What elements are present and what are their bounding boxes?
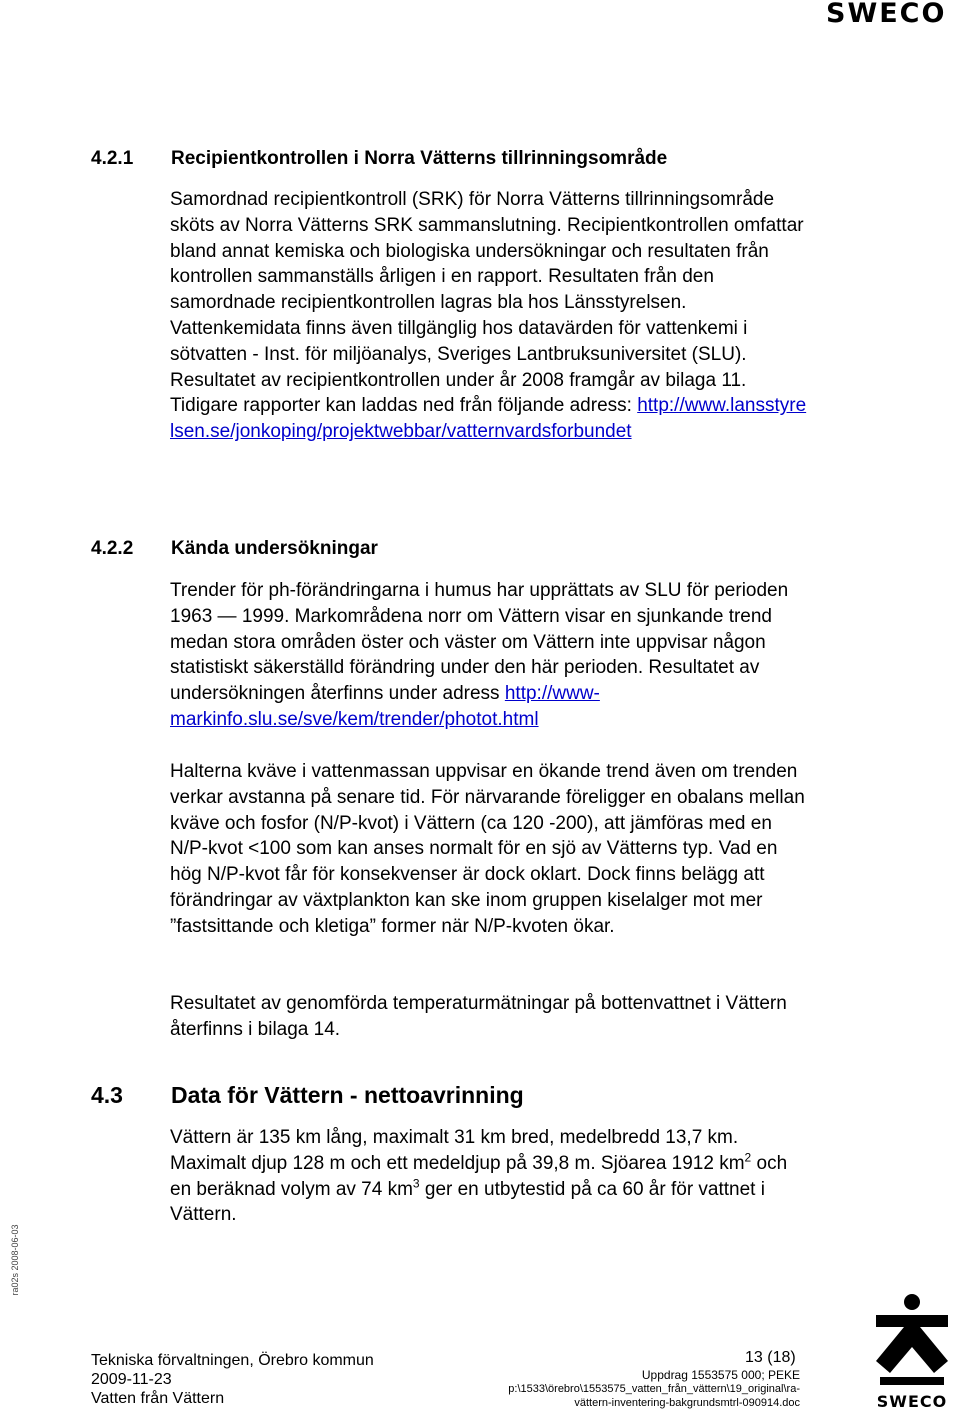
paragraph-text: Samordnad recipientkontroll (SRK) för Norra Vätterns tillrinningsområde sköts av Norra Vätterns SRK sammanslutning. Recipientkontrollen omfattar bland annat kemiska och biologiska undersökningar och resultaten från kontrollen sammanställs årligen i en rapport. Resultaten från den samordnade recipientkontrollen lagras bla hos Länsstyrelsen. Vattenkemidata finns även tillgänglig hos datavärden för vattenkemi i sötvatten - Inst. för miljöanalys, Sveriges Lantbruksuniversitet (SLU). Resultatet av recipientkontrollen under år 2008 framgår av bilaga 11. Tidigare rapporter kan laddas ned från följande adress: bbox=[170, 189, 804, 417]
section-number: 4.3 bbox=[91, 1082, 123, 1108]
hyperlink[interactable]: http://www-markinfo.slu.se/sve/kem/trender/photot.html bbox=[170, 683, 600, 730]
section-paragraph bbox=[170, 578, 810, 733]
section-number: 4.2.2 bbox=[91, 538, 134, 559]
sweco-logo-bottom bbox=[872, 1293, 952, 1411]
hyperlink[interactable]: http://www.lansstyrelsen.se/jonkoping/projektwebbar/vatternvardsforbundet bbox=[170, 395, 807, 443]
section-paragraph: Resultatet av genomförda temperaturmätningar på bottenvattnet i Vättern återfinns i bilaga 14. bbox=[170, 993, 787, 1040]
superscript: 2 bbox=[744, 1150, 752, 1165]
paragraph-text: Vättern är 135 km lång, maximalt 31 km bred, medelbredd 13,7 km. Maximalt djup 128 m och ett medeldjup på 39,8 m. Sjöarea 1912 km bbox=[170, 1127, 745, 1174]
footer-project: Vatten från Vättern bbox=[91, 1390, 225, 1407]
footer-file-path: p:\1533\örebro\1553575_vatten_från_vättern\19_original\ra- bbox=[508, 1383, 800, 1395]
sweco-figure-icon bbox=[872, 1293, 952, 1393]
footer-left bbox=[91, 1351, 374, 1408]
paragraph-text: ger en utbytestid på ca 60 år för vattnet i Vättern. bbox=[170, 1178, 765, 1226]
section-number: 4.2.1 bbox=[91, 148, 134, 169]
footer-right bbox=[480, 1368, 800, 1410]
sweco-logo-text: SWECO bbox=[876, 1392, 948, 1411]
paragraph-text: Trender för ph-förändringarna i humus har upprättats av SLU för perioden 1963 — 1999. Markområdena norr om Vättern visar en sjunkande trend medan stora områden öster och väster om Vättern inte uppvisar någon statistiskt säkerställd förändring under den här perioden. Resultatet av undersökningen återfinns under adress bbox=[170, 580, 789, 705]
footer-file-name: vättern-inventering-bakgrundsmtrl-090914.doc bbox=[574, 1397, 800, 1409]
paragraph-text: och en beräknad volym av 74 km bbox=[170, 1152, 788, 1200]
section-title: Data för Vättern - nettoavrinning bbox=[171, 1082, 524, 1108]
footer-organization: Tekniska förvaltningen, Örebro kommun bbox=[91, 1352, 374, 1369]
section-paragraph bbox=[170, 1125, 810, 1228]
section-paragraph: Halterna kväve i vattenmassan uppvisar en ökande trend även om trenden verkar avstanna på senare tid. För närvarande föreligger en obalans mellan kväve och fosfor (N/P-kvot) i Vättern (ca 120 -200), att jämföras med en N/P-kvot <100 som kan anses normalt för en sjö av Vätterns typ. Vad en hög N/P-kvot får för konsekvenser är dock oklart. Dock finns belägg att förändringar av växtplankton kan ske inom gruppen kiselalger mot mer ”fastsittande och kletiga” former när N/P-kvoten ökar. bbox=[170, 761, 805, 937]
section-title: Recipientkontrollen i Norra Vätterns tillrinningsområde bbox=[171, 148, 668, 169]
superscript: 3 bbox=[412, 1176, 420, 1191]
sweco-logo-top: SWECO bbox=[826, 0, 947, 29]
page-number: 13 (18) bbox=[745, 1349, 796, 1366]
section-paragraph bbox=[170, 187, 810, 445]
template-code: ra02s 2008-06-03 bbox=[10, 1224, 20, 1296]
footer-assignment: Uppdrag 1553575 000; PEKE bbox=[641, 1368, 800, 1382]
section-title: Kända undersökningar bbox=[171, 538, 378, 559]
footer-date: 2009-11-23 bbox=[91, 1371, 172, 1388]
